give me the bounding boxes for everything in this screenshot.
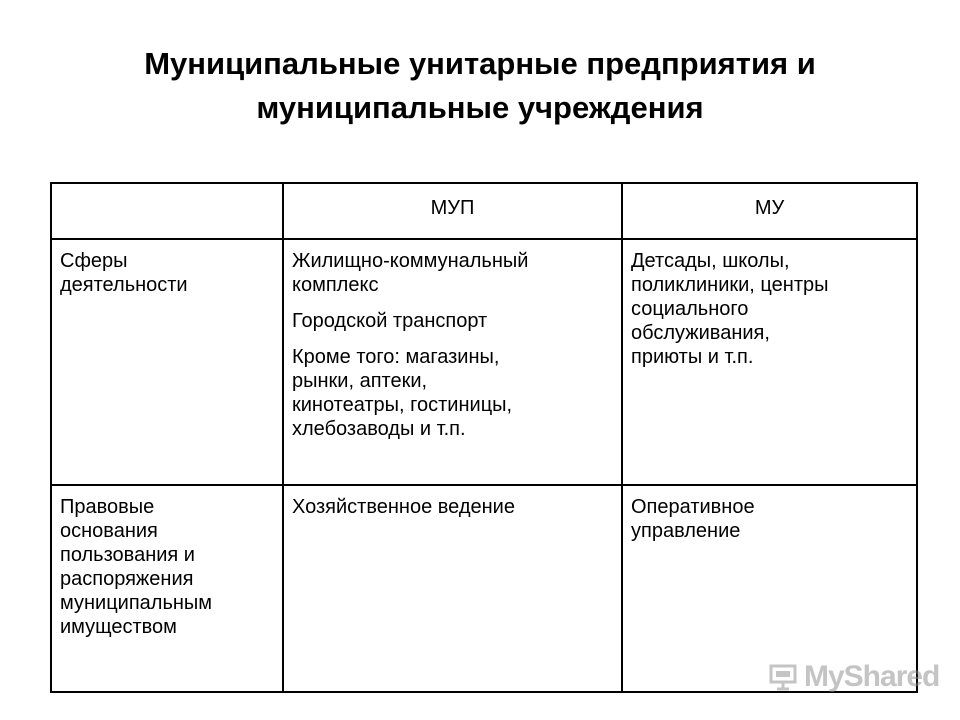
text-line: хлебозаводы и т.п. [292,418,466,440]
watermark-text: MyShared [804,660,940,693]
text-line: Жилищно-коммунальный [292,250,529,272]
text-line: Детсады, школы, [631,250,790,272]
text-line: приюты и т.п. [631,346,754,368]
mup-paragraph [292,495,613,519]
label-line: имуществом [60,616,177,638]
text-line: комплекс [292,274,379,296]
mup-legal-cell [283,485,622,692]
text-line: Оперативное [631,496,755,518]
myshared-watermark [768,657,940,697]
label-line: муниципальным [60,592,213,614]
slide-title-line-2: муниципальные учреждения [256,90,704,125]
comparison-table [50,182,918,693]
text-line: рынки, аптеки, [292,370,428,392]
text-line: Хозяйственное ведение [292,496,515,518]
presentation-icon [768,662,798,692]
slide-title-line-1: Муниципальные унитарные предприятия и [144,46,816,81]
table-header-row [51,183,917,239]
header-mu: МУ [622,183,917,239]
header-mup: МУП [283,183,622,239]
header-empty-cell [51,183,283,239]
label-line: Сферы [60,250,128,272]
text-line: социального [631,298,749,320]
mup-paragraph [292,309,613,333]
label-line: основания [60,520,158,542]
text-line: Кроме того: магазины, [292,346,500,368]
text-line: поликлиники, центры [631,274,829,296]
text-line: Городской транспорт [292,310,488,332]
table-row-spheres [51,239,917,485]
mup-spheres-cell [283,239,622,485]
row-label-legal-basis [51,485,283,692]
slide-title [40,42,920,130]
mu-spheres-cell [622,239,917,485]
mup-paragraph [292,345,613,441]
row-label-spheres [51,239,283,485]
text-line: кинотеатры, гостиницы, [292,394,513,416]
mup-paragraph [292,249,613,297]
label-line: пользования и [60,544,195,566]
label-line: деятельности [60,274,188,296]
text-line: управление [631,520,741,542]
label-line: Правовые [60,496,155,518]
text-line: обслуживания, [631,322,770,344]
label-line: распоряжения [60,568,194,590]
